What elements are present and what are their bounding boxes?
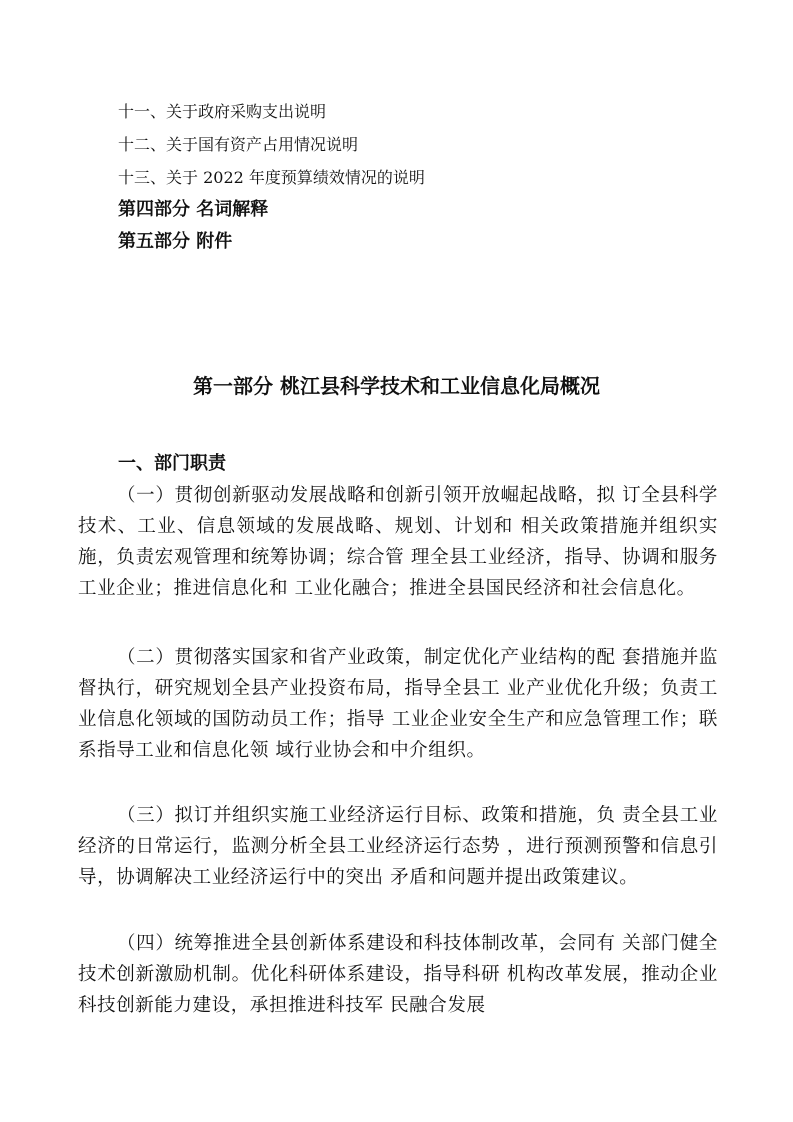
toc-item-13: 十三、关于 2022 年度预算绩效情况的说明 [118,168,425,187]
paragraph-duty-4: （四）统筹推进全县创新体系建设和科技体制改革，会同有 关部门健全技术创新激励机制。优化科研体系建设，指导科研 机构改革发展，推动企业科技创新能力建设，承担推进科技军 民融合发展 [78,933,718,1016]
toc-item-11: 十一、关于政府采购支出说明 [118,102,327,121]
paragraph-duty-1: （一）贯彻创新驱动发展战略和创新引领开放崛起战略，拟 订全县科学技术、工业、信息领域的发展战略、规划、计划和 相关政策措施并组织实施，负责宏观管理和统筹协调；综合管 理全县工业经济，指导、协调和服务工业企业；推进信息化和 工业化融合；推进全县国民经济和社会信息化。 [78,485,718,599]
toc-part-5: 第五部分 附件 [118,231,233,252]
toc-part-4: 第四部分 名词解释 [118,199,269,220]
paragraph-duty-2: （二）贯彻落实国家和省产业政策，制定优化产业结构的配 套措施并监督执行，研究规划全县产业投资布局，指导全县工 业产业优化升级；负责工业信息化领域的国防动员工作；指导 工业企业安全生产和应急管理工作；联系指导工业和信息化领 域行业协会和中介组织。 [78,647,718,761]
section-heading-responsibilities: 一、部门职责 [118,453,226,474]
toc-item-12: 十二、关于国有资产占用情况说明 [118,135,359,154]
paragraph-duty-3: （三）拟订并组织实施工业经济运行目标、政策和措施，负 责全县工业经济的日常运行，监测分析全县工业经济运行态势 ，进行预测预警和信息引导，协调解决工业经济运行中的突出 矛盾和问题并提出政策建议。 [78,805,718,888]
part-one-title: 第一部分 桃江县科学技术和工业信息化局概况 [193,374,600,398]
